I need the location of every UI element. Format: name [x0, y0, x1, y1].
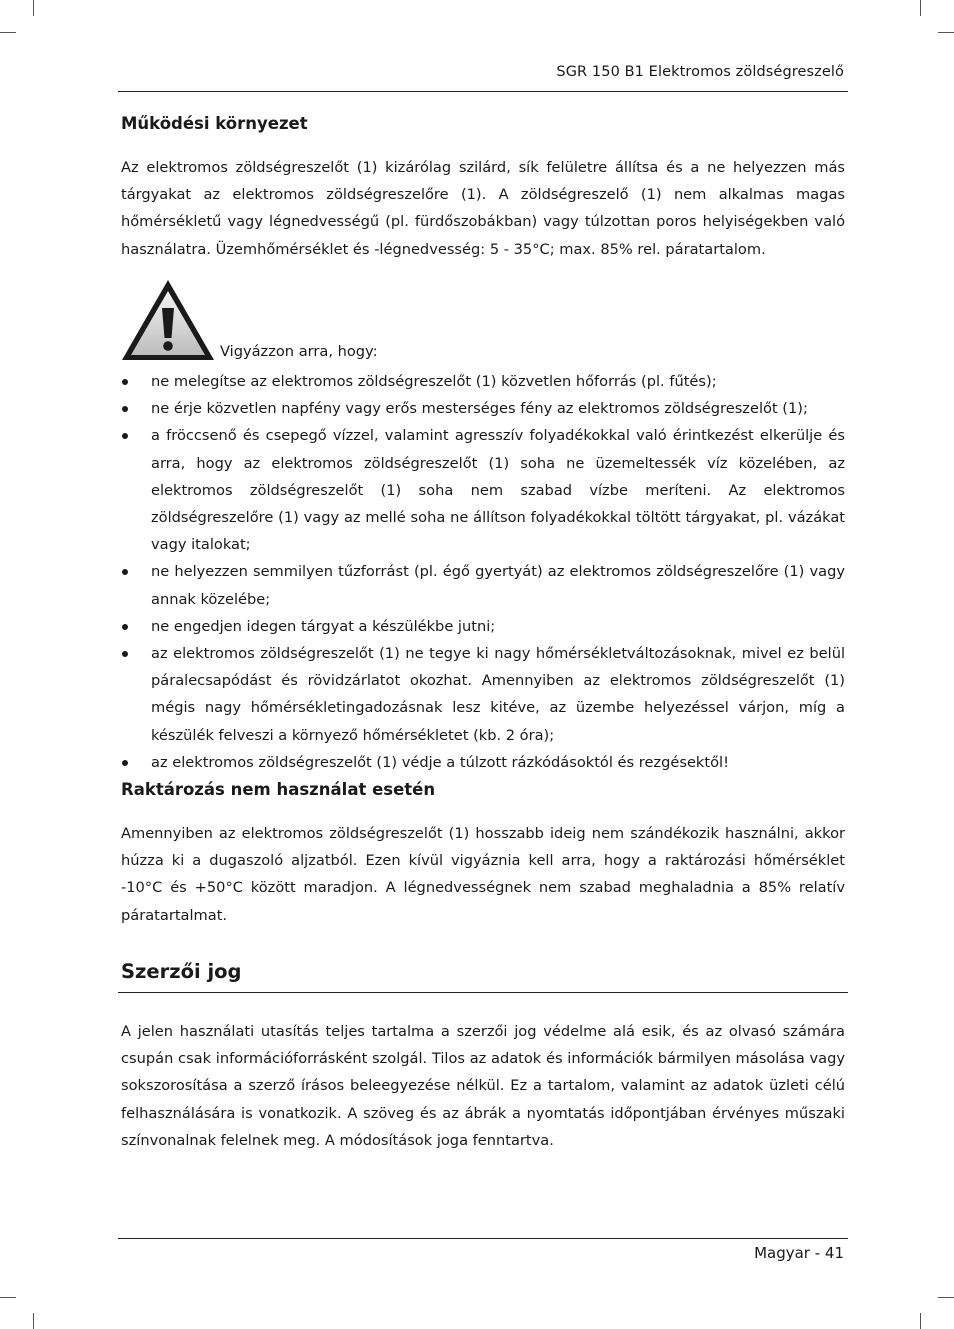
- bullet-dot: [122, 624, 128, 630]
- crop-mark: [938, 1297, 954, 1298]
- crop-mark: [920, 0, 921, 16]
- list-item: ne helyezzen semmilyen tűzforrást (pl. égő gyertyát) az elektromos zöldségreszelőre (1) vagy annak közelébe;: [121, 558, 845, 612]
- list-item: ne engedjen idegen tárgyat a készülékbe jutni;: [121, 613, 845, 640]
- crop-mark: [0, 1297, 16, 1298]
- list-item: a fröccsenő és csepegő vízzel, valamint agresszív folyadékokkal való érintkezést elkerülje és arra, hogy az elektromos zöldségreszelőt (1) soha ne üzemeltessék víz közelében, az elektromos zöldségreszelőt (1) soha nem szabad vízbe meríteni. Az elektromos zöldségreszelőre (1) vagy az mellé soha ne állítson folyadékokkal töltött tárgyakat, pl. vázákat vagy italokat;: [121, 422, 845, 558]
- warning-intro: Vigyázzon arra, hogy:: [220, 343, 378, 360]
- section-heading-copyright: Szerzői jog: [121, 960, 242, 983]
- storage-paragraph: Amennyiben az elektromos zöldségreszelőt (1) hosszabb ideig nem szándékozik használni, akkor húzza ki a dugaszoló aljzatból. Ezen kívül vigyáznia kell arra, hogy a raktározási hőmérséklet -10°C és +50°C között maradjon. A légnedvességnek nem szabad meghaladnia a 85% relatív páratartalmat.: [121, 825, 845, 924]
- bullet-dot: [122, 433, 128, 439]
- list-item: ne melegítse az elektromos zöldségreszelőt (1) közvetlen hőforrás (pl. fűtés);: [121, 368, 845, 395]
- list-item: az elektromos zöldségreszelőt (1) ne tegye ki nagy hőmérsékletváltozásoknak, mivel ez belül páralecsapódást és rövidzárlatot okozhat. Amennyiben az elektromos zöldségreszelőt (1) mégis nagy hőmérsékletingadozásnak lesz kitéve, az üzembe helyezéssel várjon, míg a készülék felveszi a környező hőmérsékletet (kb. 2 óra);: [121, 640, 845, 749]
- section-rule: [118, 992, 848, 993]
- bullet-dot: [122, 379, 128, 385]
- list-item: ne érje közvetlen napfény vagy erős mesterséges fény az elektromos zöldségreszelőt (1);: [121, 395, 845, 422]
- warning-list: [121, 368, 845, 776]
- header-rule: [118, 91, 848, 92]
- crop-mark: [0, 32, 16, 33]
- bullet-dot: [122, 569, 128, 575]
- list-item: az elektromos zöldségreszelőt (1) védje a túlzott rázkódásoktól és rezgésektől!: [121, 749, 845, 776]
- footer-rule: [118, 1238, 848, 1239]
- section-heading-environment: Működési környezet: [121, 114, 308, 133]
- crop-mark: [938, 32, 954, 33]
- warning-triangle-icon: [120, 278, 216, 362]
- bullet-dot: [122, 406, 128, 412]
- section-heading-storage: Raktározás nem használat esetén: [121, 780, 436, 799]
- crop-mark: [33, 1313, 34, 1329]
- environment-paragraph: Az elektromos zöldségreszelőt (1) kizárólag szilárd, sík felületre állítsa és a ne helyezzen más tárgyakat az elektromos zöldségreszelőre (1). A zöldségreszelő (1) nem alkalmas magas hőmérsékletű vagy légnedvességű (pl. fürdőszobákban) vagy túlzottan poros helyiségekben való használatra. Üzemhőmérséklet és -légnedvesség: 5 - 35°C; max. 85% rel. páratartalom.: [121, 159, 845, 258]
- bullet-dot: [122, 760, 128, 766]
- copyright-paragraph: A jelen használati utasítás teljes tartalma a szerzői jog védelme alá esik, és az olvasó számára csupán csak információforrásként szolgál. Tilos az adatok és információk bármilyen másolása vagy sokszorosítása a szerző írásos beleegyezése nélkül. Ez a tartalom, valamint az adatok üzleti célú felhasználására is vonatkozik. A szöveg és az ábrák a nyomtatás időpontjában érvényes műszaki színvonalnak felelnek meg. A módosítások joga fenntartva.: [121, 1023, 845, 1149]
- bullet-dot: [122, 651, 128, 657]
- page-number: Magyar - 41: [754, 1244, 844, 1262]
- crop-mark: [33, 0, 34, 16]
- crop-mark: [920, 1313, 921, 1329]
- running-header: SGR 150 B1 Elektromos zöldségreszelő: [556, 64, 844, 80]
